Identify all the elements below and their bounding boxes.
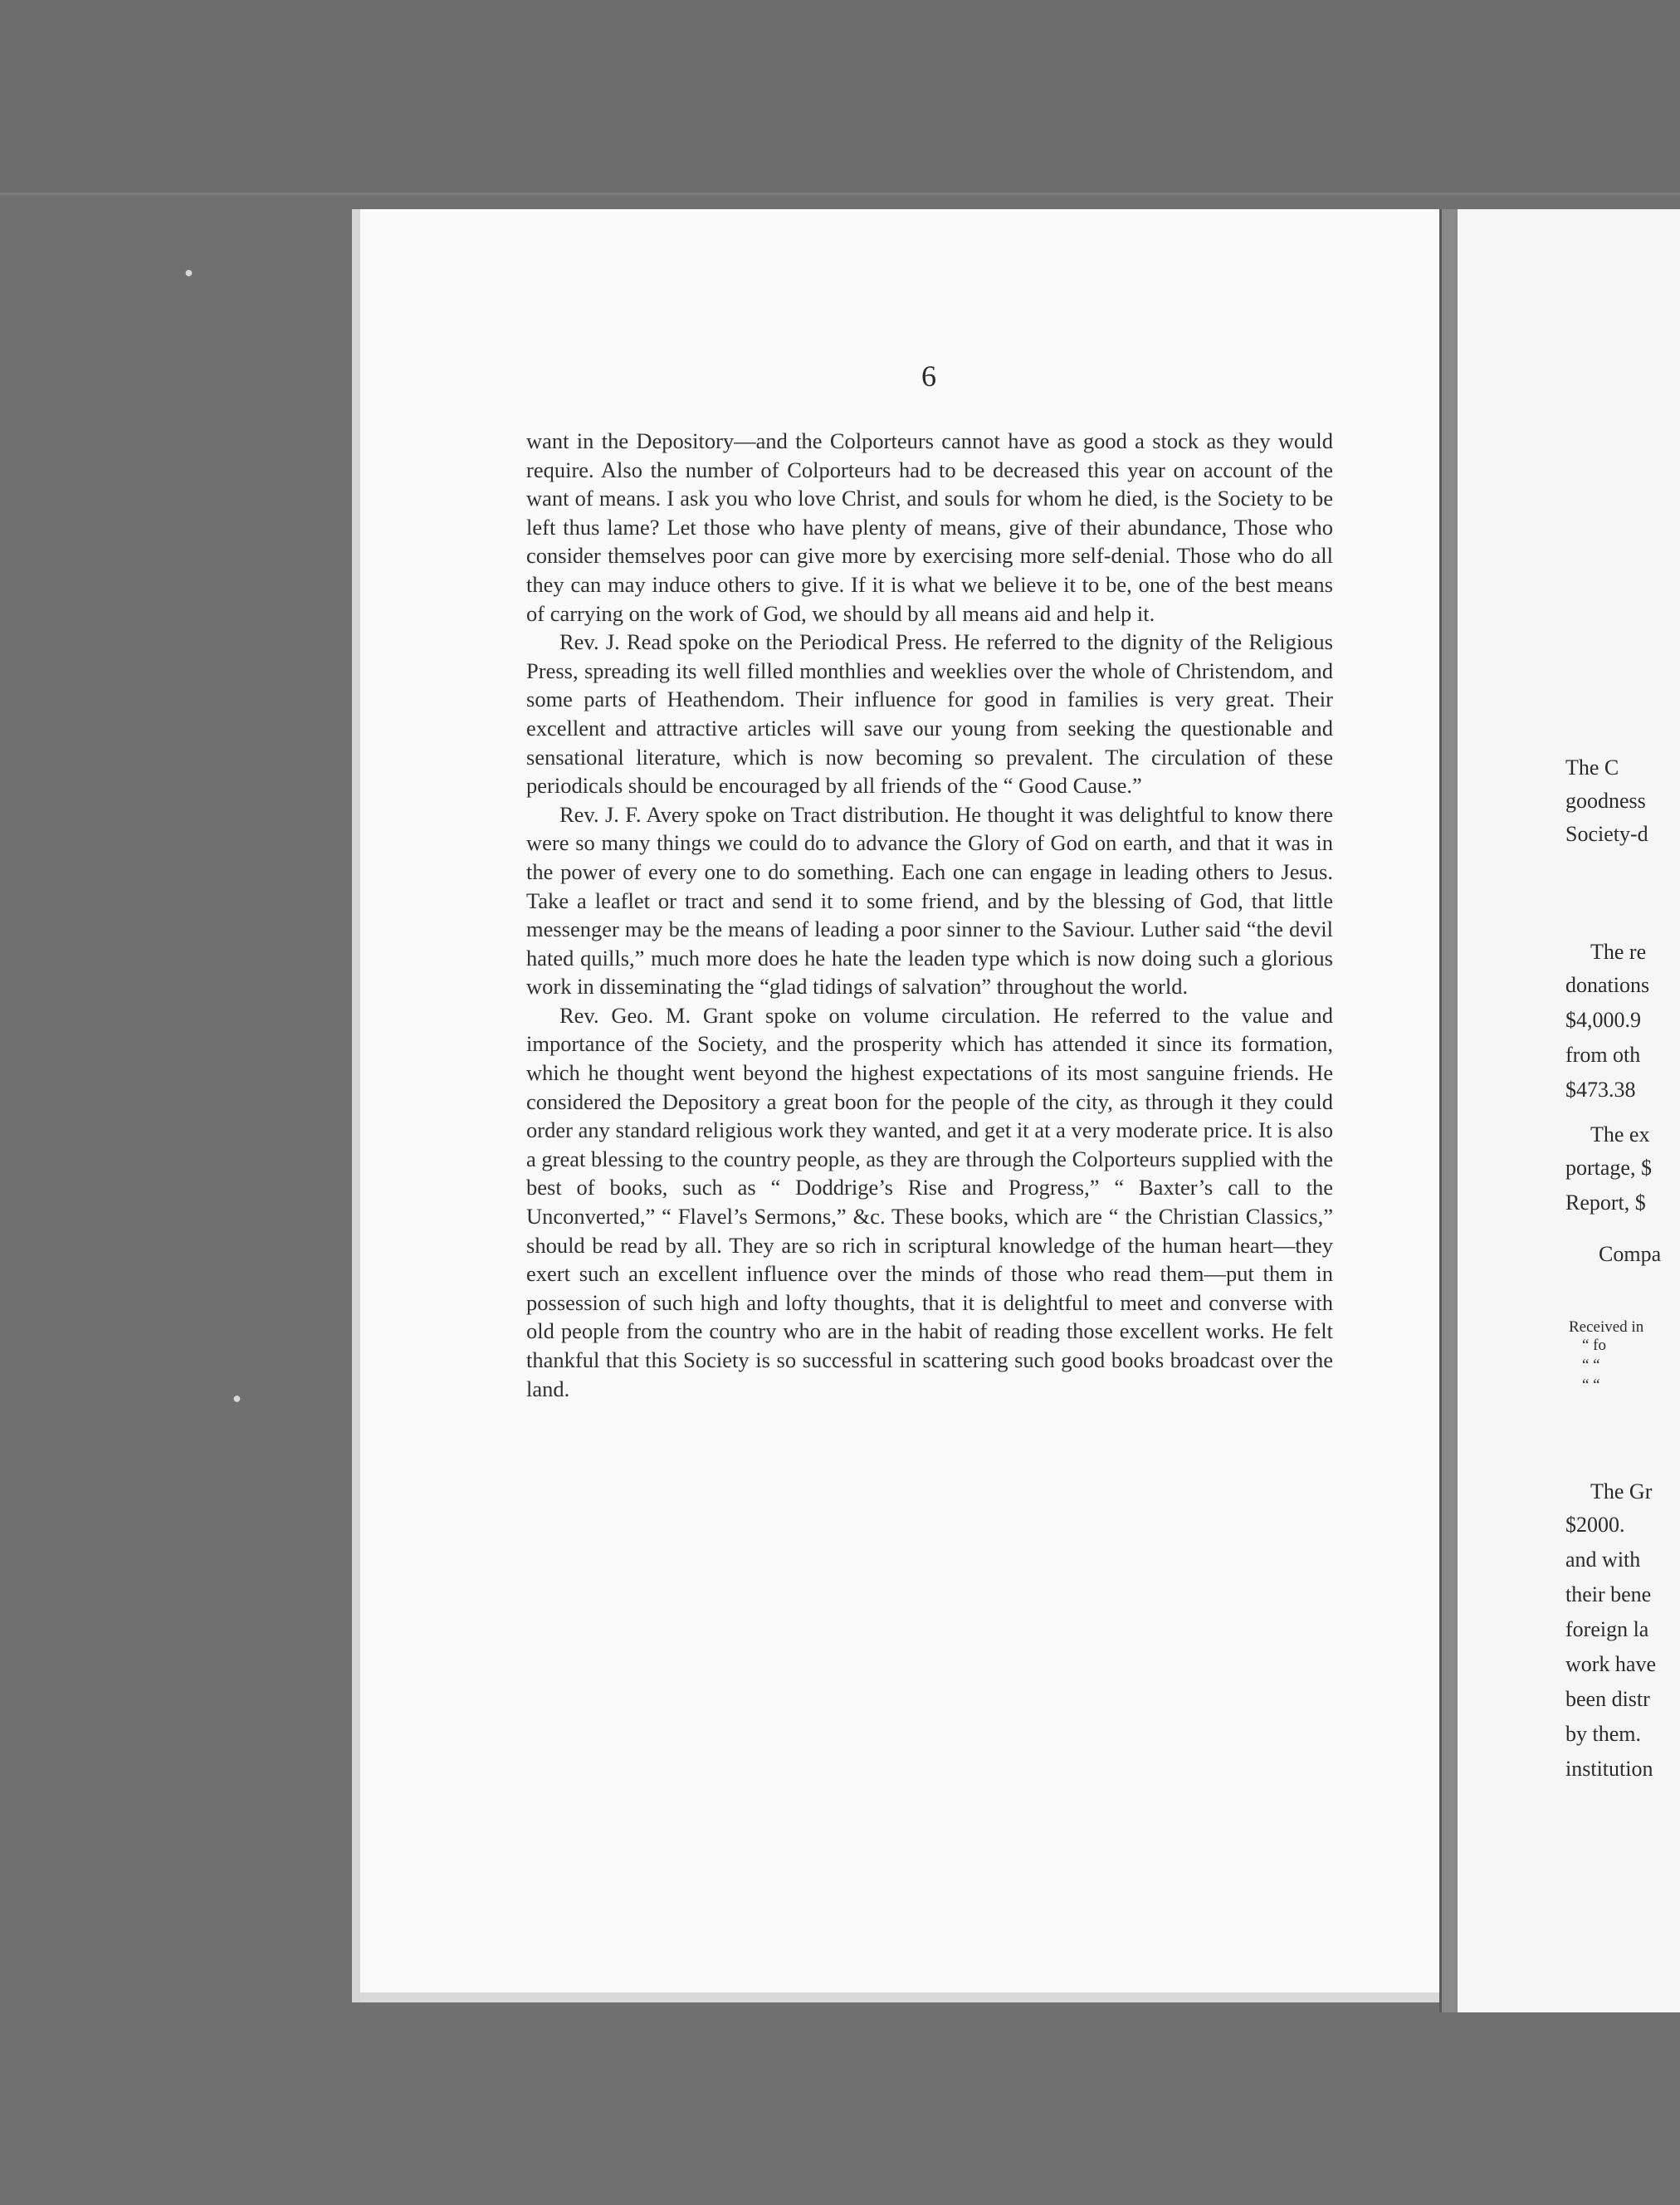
paragraph: want in the Depository—and the Colporteurs cannot have as good a stock as they would require. Also the number of Colporteurs had to be decreased this year on account of the want of means. I ask you who love Christ, and souls for whom he died, is the Society to be left thus lame? Let those who have plenty of means, give of their abundance, Those who consider themselves poor can give more by exercising more self-denial. Those who do all they can may induce others to give. If it is what we believe it to be, one of the best means of carrying on the work of God, we should by all means aid and help it. <box>526 428 1333 626</box>
facing-page-line: “ “ <box>1582 1376 1600 1394</box>
facing-page-line: donations <box>1565 973 1650 997</box>
facing-page-line: The C <box>1565 755 1619 780</box>
facing-page-line: $2000. <box>1565 1513 1625 1537</box>
facing-page-line: The ex <box>1590 1122 1650 1147</box>
scanner-background-top <box>0 0 1680 195</box>
facing-page-line: from oth <box>1565 1043 1641 1067</box>
facing-page-line: Report, $ <box>1565 1191 1646 1215</box>
facing-page-line: The Gr <box>1590 1479 1653 1503</box>
facing-page-line: been distr <box>1565 1687 1650 1711</box>
facing-page-line: Society-d <box>1565 822 1648 846</box>
facing-page-line: and with <box>1565 1547 1641 1572</box>
dust-speck: ● <box>184 264 193 281</box>
facing-page-line: portage, $ <box>1565 1156 1652 1180</box>
facing-page-line: The re <box>1590 940 1647 964</box>
facing-page-line: $473.38 <box>1565 1078 1636 1102</box>
facing-page-line: work have <box>1565 1652 1657 1676</box>
facing-page-line: foreign la <box>1565 1617 1649 1641</box>
facing-page <box>1458 209 1680 2012</box>
facing-page-line: by them. <box>1565 1722 1641 1746</box>
paragraph: Rev. Geo. M. Grant spoke on volume circulation. He referred to the value and importance of the Society, and the prosperity which has attended it since its formation, which he thought went beyond the highest expectations of its most sanguine friends. He considered the Depository a great boon for the people of the city, as through it they could order any standard religious work they wanted, and get it at a very moderate price. It is also a great blessing to the country people, as they are through the Colporteurs supplied with the best of books, such as “ Doddrige’s Rise and Progress,” “ Baxter’s call to the Unconverted,” “ Flavel’s Sermons,” &c. These books, which are “ the Christian Classics,” should be read by all. They are so rich in scriptural knowledge of the human heart—they exert such an excellent influence over the minds of those who read them—put them in possession of such high and lofty thoughts, that it is delightful to meet and converse with old people from the country who are in the habit of reading those excellent works. He felt thankful that this Society is so successful in scattering such good books broadcast over the land. <box>526 1002 1333 1401</box>
facing-page-line: their bene <box>1565 1582 1652 1606</box>
facing-page-line: institution <box>1565 1757 1653 1781</box>
facing-page-line: goodness <box>1565 789 1646 813</box>
facing-page-line: Received in <box>1569 1318 1644 1336</box>
paragraph: Rev. J. Read spoke on the Periodical Press. He referred to the dignity of the Religious Press, spreading its well filled monthlies and weeklies over the whole of Christendom, and some parts of Heathendom. Their influence for good in families is very great. Their excellent and attractive articles will save our young from seeking the questionable and sensational literature, which is now becoming so prevalent. The circulation of these periodicals should be encouraged by all friends of the “ Good Cause.” <box>526 629 1333 799</box>
dust-speck: ● <box>232 1390 242 1406</box>
facing-page-line: “ “ <box>1582 1357 1600 1374</box>
facing-page-line: “ fo <box>1582 1337 1607 1354</box>
facing-page-line: $4,000.9 <box>1565 1008 1641 1032</box>
facing-page-line: Compa <box>1599 1242 1662 1266</box>
paragraph: Rev. J. F. Avery spoke on Tract distribution. He thought it was delightful to know there were so many things we could do to advance the Glory of God on earth, and that it was in the power of every one to do something. Each one can engage in leading others to Jesus. Take a leaflet or tract and send it to some friend, and by the blessing of God, that little messenger may be the means of leading a poor sinner to the Saviour. Luther said “the devil hated quills,” much more does he hate the leaden type which is now doing such a glorious work in disseminating the “glad tidings of salvation” throughout the world. <box>526 801 1333 1000</box>
page-body-text <box>526 427 1333 1403</box>
